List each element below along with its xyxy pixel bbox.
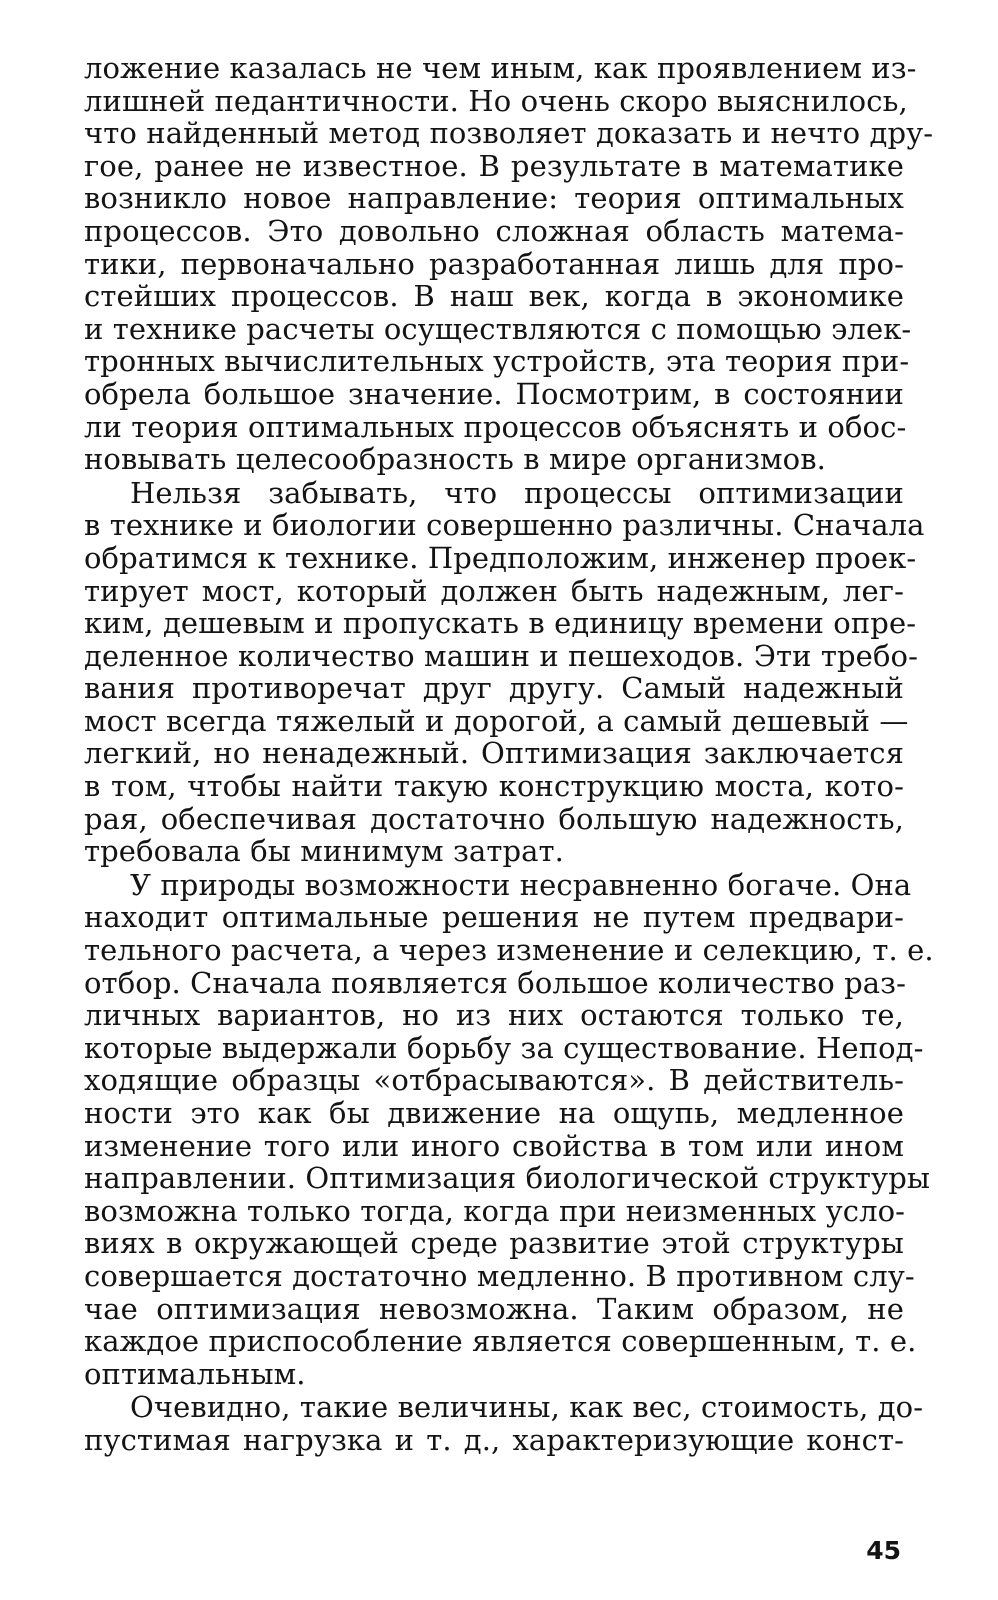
text-line: рая, обеспечивая достаточно большую надежность,	[84, 801, 904, 836]
paragraph	[84, 1390, 924, 1457]
text-line: которые выдержали борьбу за существование. Непод-	[84, 1030, 924, 1065]
text-line: что найденный метод позволяет доказать и нечто дру-	[84, 116, 934, 151]
body-text	[84, 51, 934, 1457]
text-line: тронных вычислительных устройств, эта теория при-	[84, 344, 910, 379]
text-line: тики, первоначально разработанная лишь для про-	[84, 246, 904, 281]
text-line: личных вариантов, но из них остаются только те,	[84, 998, 904, 1033]
text-line: тельного расчета, а через изменение и селекцию, т. е.	[84, 933, 934, 968]
text-line: процессов. Это довольно сложная область матема-	[84, 213, 904, 248]
text-line: обратимся к технике. Предположим, инженер проек-	[84, 540, 917, 575]
text-line: вания противоречат друг другу. Самый надежный	[84, 671, 904, 706]
text-line: ли теория оптимальных процессов объяснять и обос-	[84, 409, 907, 444]
text-line: пустимая нагрузка и т. д., характеризующие конст-	[84, 1422, 904, 1457]
text-line: тирует мост, который должен быть надежным, лег-	[84, 573, 904, 608]
paragraph	[84, 51, 934, 477]
text-line: мост всегда тяжелый и дорогой, а самый дешевый —	[84, 703, 909, 738]
text-line: возможна только тогда, когда при неизменных усло-	[84, 1193, 906, 1228]
page-number: 45	[866, 1536, 901, 1565]
text-line: обрела большое значение. Посмотрим, в состоянии	[84, 376, 904, 411]
text-line: лишней педантичности. Но очень скоро выяснилось,	[84, 83, 908, 118]
text-line: находит оптимальные решения не путем предвари-	[84, 900, 904, 935]
text-line: оптимальным.	[84, 1356, 306, 1391]
text-line: стейших процессов. В наш век, когда в экономике	[84, 279, 904, 314]
text-line: каждое приспособление является совершенным, т. е.	[84, 1324, 917, 1359]
text-line: ким, дешевым и пропускать в единицу времени опре-	[84, 606, 917, 641]
text-line: совершается достаточно медленно. В противном слу-	[84, 1258, 915, 1293]
text-line: возникло новое направление: теория оптимальных	[84, 181, 904, 216]
text-line: ходящие образцы «отбрасываются». В действитель-	[84, 1063, 904, 1098]
text-line: ложение казалась не чем иным, как проявлением из-	[84, 51, 917, 85]
text-line: в технике и биологии совершенно различны. Сначала	[84, 508, 925, 543]
text-line: виях в окружающей среде развитие этой структуры	[84, 1226, 904, 1261]
text-line: и технике расчеты осуществляются с помощью элек-	[84, 311, 912, 346]
text-line: гое, ранее не известное. В результате в математике	[84, 148, 904, 183]
text-line: Очевидно, такие величины, как вес, стоимость, до-	[130, 1390, 924, 1425]
text-line: отбор. Сначала появляется большое количество раз-	[84, 965, 906, 1000]
text-line: чае оптимизация невозможна. Таким образом, не	[84, 1291, 904, 1326]
paragraph	[84, 475, 925, 869]
text-line: требовала бы минимум затрат.	[84, 834, 564, 869]
paragraph	[84, 867, 934, 1391]
text-line: легкий, но ненадежный. Оптимизация заключается	[84, 736, 904, 771]
text-line: Нельзя забывать, что процессы оптимизации	[130, 475, 904, 510]
text-line: новывать целесообразность в мире организмов.	[84, 442, 826, 477]
text-line: деленное количество машин и пешеходов. Эти требо-	[84, 638, 918, 673]
text-line: ности это как бы движение на ощупь, медленное	[84, 1096, 904, 1130]
text-line: изменение того или иного свойства в том или ином	[84, 1128, 904, 1163]
text-line: в том, чтобы найти такую конструкцию моста, кото-	[84, 769, 904, 804]
text-line: У природы возможности несравненно богаче. Она	[130, 867, 912, 902]
text-line: направлении. Оптимизация биологической структуры	[84, 1161, 931, 1196]
